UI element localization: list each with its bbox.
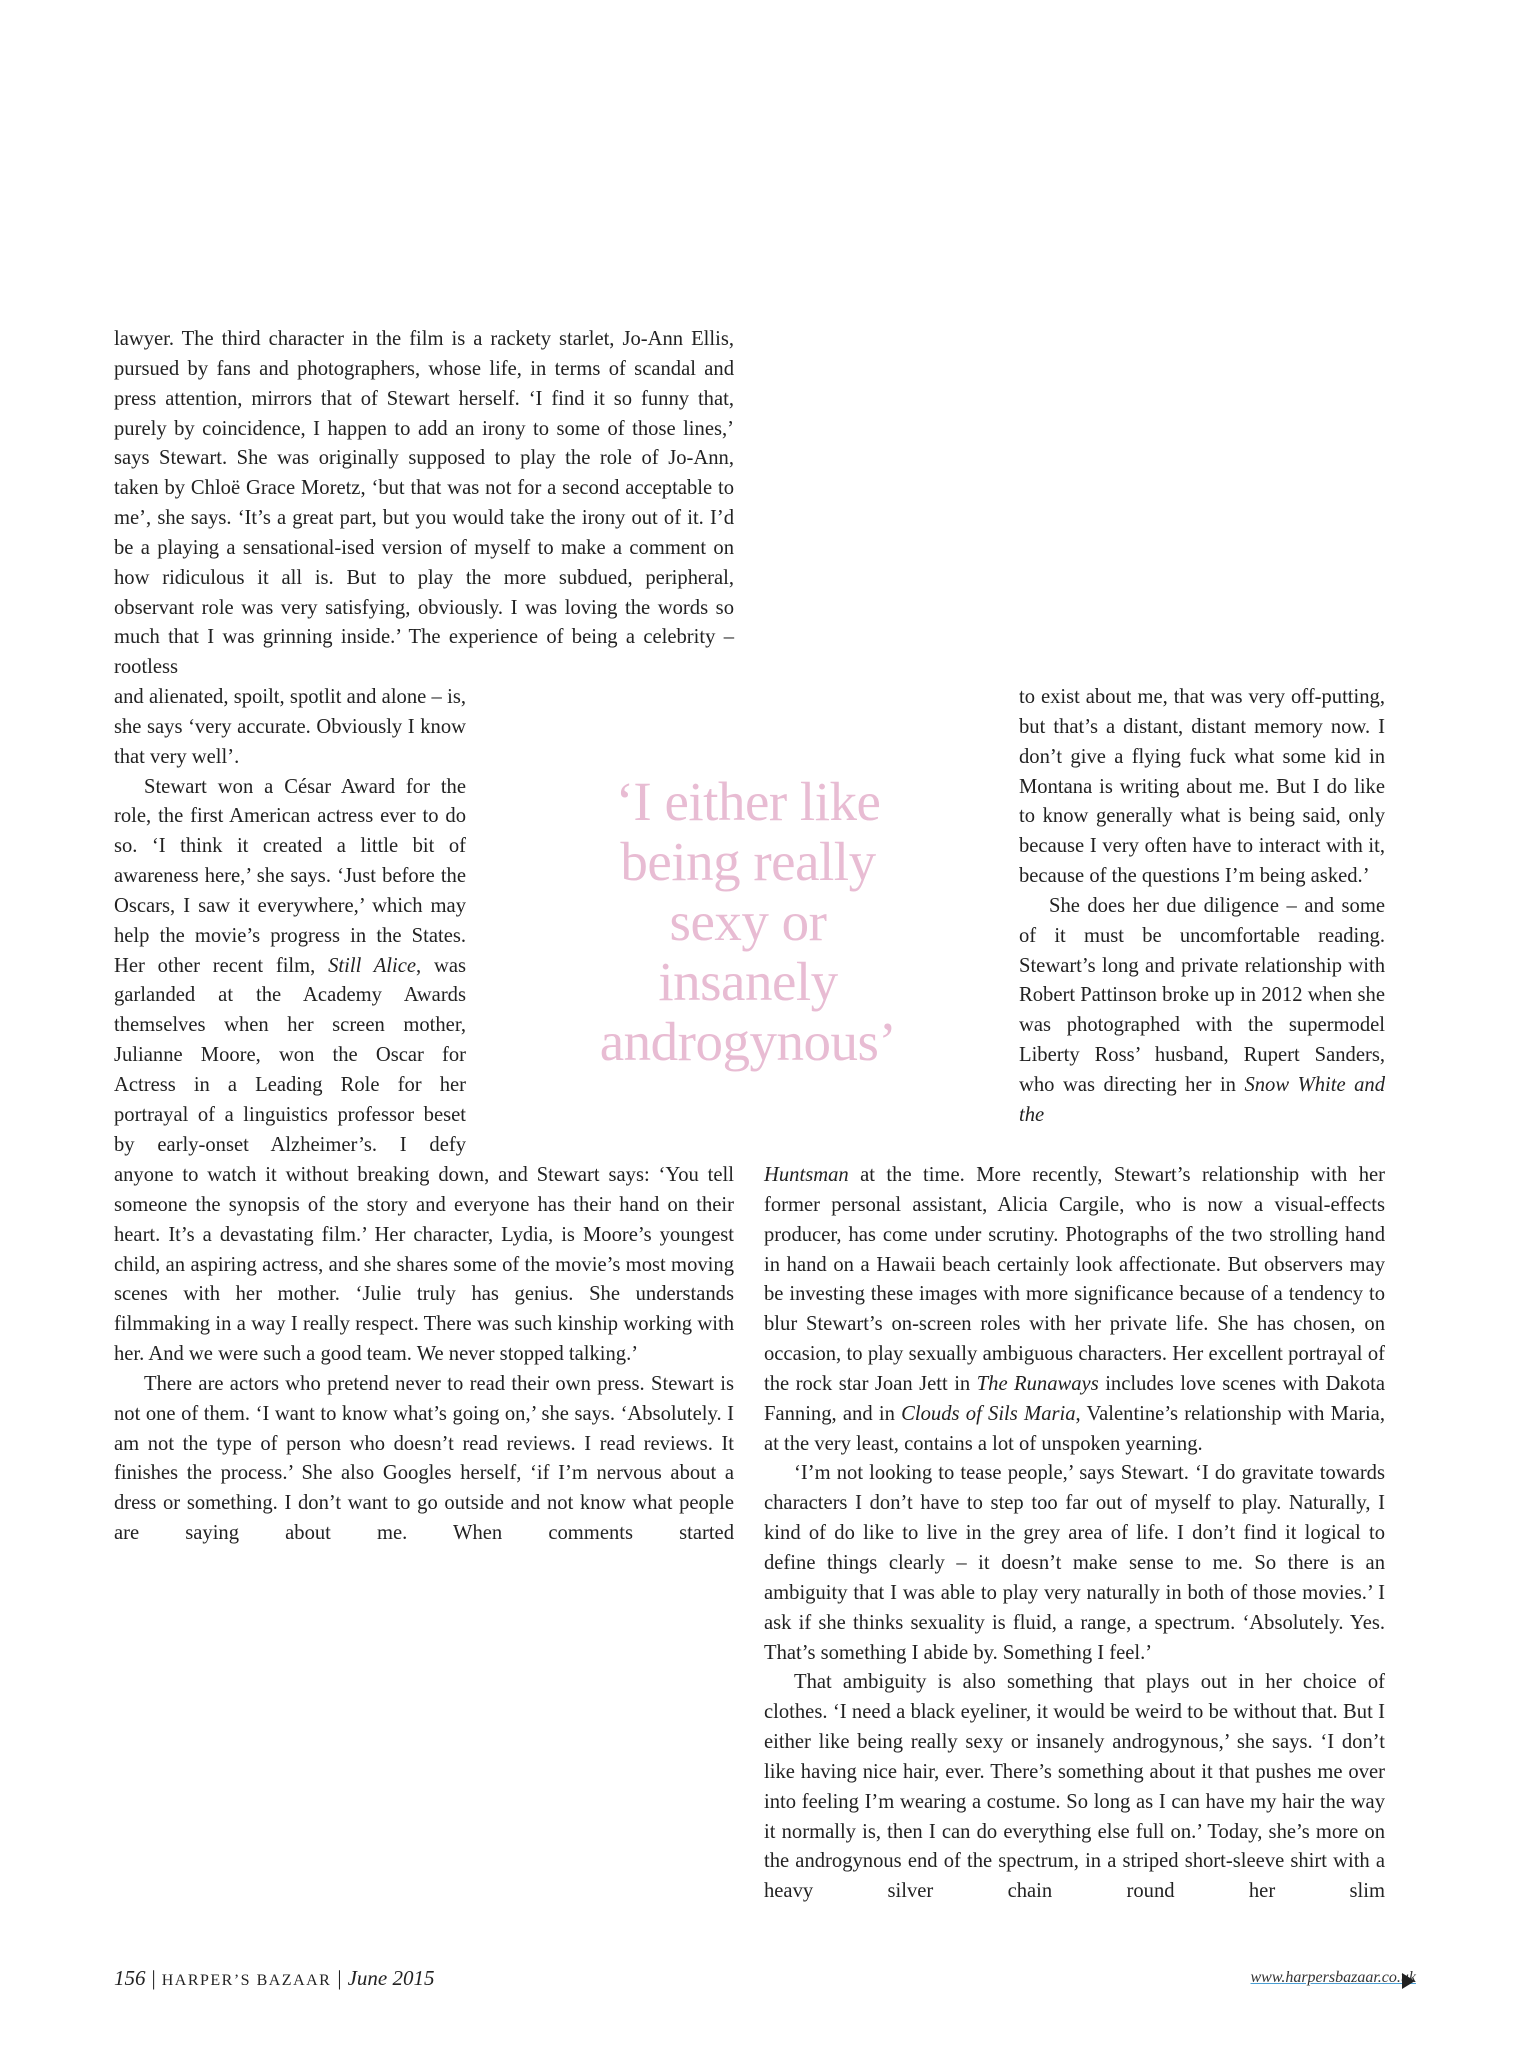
website-link[interactable]: www.harpersbazaar.co.uk xyxy=(1250,1969,1416,1986)
film-title: Still Alice xyxy=(328,954,417,977)
issue-date: June 2015 xyxy=(347,1966,435,1990)
article-paragraph: There are actors who pretend never to read their own press. Stewart is not one of them. ‘I want to know what’s going on,’ she says. ‘Absolutely. I am not the type of person who doesn’t read reviews. I read reviews. It finishes the process.’ She also Googles herself, ‘if I’m nervous about a dress or something. I don’t want to go outside and not know what people are saying about me. When comments started xyxy=(114,1372,734,1545)
film-title: Snow White and the xyxy=(1019,1073,1385,1126)
article-paragraph xyxy=(1019,892,1385,1131)
magazine-name: HARPER’S BAZAAR xyxy=(161,1972,332,1989)
page-number: 156 xyxy=(114,1966,146,1990)
article-paragraph xyxy=(114,773,466,1161)
pull-quote: ‘I either like being really sexy or insanely androgynous’ xyxy=(599,771,897,1072)
folio-separator: | xyxy=(337,1966,342,1990)
film-title: The Runaways xyxy=(976,1372,1099,1395)
article-paragraph xyxy=(764,1161,1385,1459)
article-paragraph: ‘I’m not looking to tease people,’ says Stewart. ‘I do gravitate towards characters I don’t have to step too far out of myself to play. Naturally, I kind of do like to live in the grey area of life. I don’t find it logical to define things clearly – it doesn’t make sense to me. So there is an ambiguity that I was able to play very naturally in both of those movies.’ I ask if she thinks sexuality is fluid, a range, a spectrum. ‘Absolutely. Yes. That’s something I abide by. Something I feel.’ xyxy=(764,1462,1385,1664)
article-text: , Valentine’s relationship with Maria, at the very least, contains a lot of unspoken yearning. xyxy=(764,1402,1385,1455)
article-text: She does her due diligence – and some of it must be uncomfortable reading. Stewart’s long and private relationship with Robert Pattinson broke up in 2012 when she was photographed with the supermodel Liberty Ross’ husband, Rupert Sanders, who was directing her in xyxy=(1019,894,1385,1096)
folio-separator: | xyxy=(151,1966,156,1990)
article-column-right-narrow xyxy=(1019,683,1385,1131)
next-page-arrow-icon[interactable] xyxy=(1402,1973,1415,1989)
article-paragraph: and alienated, spoilt, spotlit and alone – is, she says ‘very accurate. Obviously I know that very well’. xyxy=(114,686,466,768)
article-paragraph: That ambiguity is also something that plays out in her choice of clothes. ‘I need a black eyeliner, it would be weird to be without that. But I either like being really sexy or insanely androgynous,’ she says. ‘I don’t like having nice hair, ever. There’s something about it that pushes me over into feeling I’m wearing a costume. So long as I can have my hair the way it normally is, then I can do everything else full on.’ Today, she’s more on the androgynous end of the spectrum, in a striped short-sleeve shirt with a heavy silver chain round her slim xyxy=(764,1671,1385,1903)
article-text: at the time. More recently, Stewart’s relationship with her former personal assistant, Alicia Cargile, who is now a visual-effects producer, has come under scrutiny. Photographs of the two strolling hand in hand on a Hawaii beach certainly look affectionate. But observers may be investing these images with more significance because of a tendency to blur Stewart’s on-screen roles with her private life. She has chosen, on occasion, to play sexually ambiguous characters. Her excellent portrayal of the rock star Joan Jett in xyxy=(764,1164,1385,1395)
article-column-left-bottom xyxy=(114,1161,734,1549)
article-text: Stewart won a César Award for the role, the first American actress ever to do so. ‘I think it created a little bit of awareness here,’ she says. ‘Just before the Oscars, I saw it everywhere,’ which may help the movie’s progress in the States. Her other recent film, xyxy=(114,775,466,977)
article-paragraph: anyone to watch it without breaking down, and Stewart says: ‘You tell someone the synopsis of the story and everyone has their hand on their heart. It’s a devastating film.’ Her character, Lydia, is Moore’s youngest child, an aspiring actress, and she shares some of the movie’s most moving scenes with her mother. ‘Julie truly has genius. She understands filmmaking in a way I really respect. There was such kinship working with her. And we were such a good team. We never stopped talking.’ xyxy=(114,1164,734,1366)
film-title: Huntsman xyxy=(764,1164,849,1186)
article-column-right-wide xyxy=(764,1161,1385,1907)
article-column-left-narrow xyxy=(114,683,466,1161)
page-footer-folio xyxy=(114,1966,434,1991)
film-title: Clouds of Sils Maria xyxy=(901,1402,1076,1425)
article-column-left-top xyxy=(114,325,734,683)
article-paragraph: lawyer. The third character in the film is a rackety starlet, Jo-Ann Ellis, pursued by fans and photographers, whose life, in terms of scandal and press attention, mirrors that of Stewart herself. ‘I find it so funny that, purely by coincidence, I happen to add an irony to some of those lines,’ says Stewart. She was originally supposed to play the role of Jo-Ann, taken by Chloë Grace Moretz, ‘but that was not for a second acceptable to me’, she says. ‘It’s a great part, but you would take the irony out of it. I’d be a playing a sensational-ised version of myself to make a comment on how ridiculous it all is. But to play the more subdued, peripheral, observant role was very satisfying, obviously. I was loving the words so much that I was grinning inside.’ The experience of being a celebrity – rootless xyxy=(114,328,734,679)
article-paragraph: to exist about me, that was very off-putting, but that’s a distant, distant memory now. I don’t give a flying fuck what some kid in Montana is writing about me. But I do like to know generally what is being said, only because I very often have to interact with it, because of the questions I’m being asked.’ xyxy=(1019,686,1385,888)
article-text: , was garlanded at the Academy Awards themselves when her screen mother, Julianne Moore, won the Oscar for Actress in a Leading Role for her portrayal of a linguistics professor beset by early-onset Alzheimer’s. I defy xyxy=(114,954,467,1156)
article-text: includes love scenes with Dakota Fanning, and in xyxy=(764,1372,1385,1425)
